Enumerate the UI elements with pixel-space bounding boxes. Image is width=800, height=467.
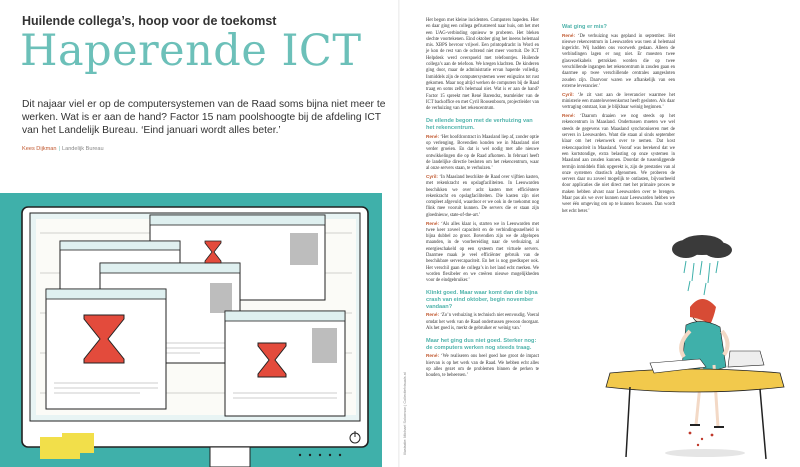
- interview-paragraph: [562, 92, 675, 112]
- interview-paragraph: [426, 312, 539, 332]
- illustration-credit: Illustratie: Michael Solomson | Collectiefvisuals.nl: [403, 372, 407, 455]
- subheading-question: Maar het ging dus niet goed. Sterker nog: de computers werken nog steeds traag.: [426, 338, 537, 351]
- woman-at-desk-illustration: [590, 225, 800, 467]
- speaker-name: René:: [426, 312, 441, 318]
- interview-paragraph: [426, 353, 539, 379]
- interview-paragraph: [562, 33, 675, 91]
- subheading-question: Wat ging er mis?: [562, 24, 607, 30]
- interview-paragraph: [426, 174, 539, 219]
- sticky-note: [62, 433, 94, 453]
- interview-paragraph: [426, 134, 539, 173]
- speaker-name: René:: [426, 133, 441, 139]
- byline-separator: |: [58, 146, 60, 152]
- speaker-name: René:: [562, 113, 581, 119]
- interview-paragraph: [562, 113, 675, 215]
- speaker-name: René:: [426, 353, 442, 359]
- subheading-question: Klinkt goed. Maar waar komt dan die bijna crash van eind oktober, begin november vandaan?: [426, 290, 538, 310]
- body-paragraph: Het begon met kleine incidenten. Computers hapeden. Hier en daar ging een collega gefrustreerd naar huis, om het met een UAG-verbinding opnieuw te proberen. Het bleken slechte voortekenen. Eind oktober ging het ineens helemaal mis. XBPS bevroor vrijwel. Een printopdracht in Word en je kon de rest van de ochtend niet meer voortuit. De ICT Helpdesk werd overspoeld met telefoontjes. Huilende collega’s aan de telefoon. We kregen klachten. De kinderen ging door, maar de administratie ervan haperde volledig. Inmiddels zijn de computersystemen weer enigszins tot rust gekomen. Maar nog altijd werken de computers bij de Raad traag en soms zelfs helemaal niet. Wat is er aan de hand? Factor 15 spreekt met René Barendsz, teamleider van de ICT backoffice en met Cyril Roosenboom, projectleider van de verhuizing van het rekencentrum.: [426, 18, 539, 112]
- desk: [606, 369, 784, 459]
- speaker-text: ‘Je zit vast aan de leverancier waarmee het ministerie een mantelovereenkomst heeft gesloten. Als daar vertraging ontstaat, kun je blijkbaar weinig beginnen.’: [562, 92, 675, 111]
- tear-drops: [689, 432, 714, 447]
- article-column-2: [562, 18, 675, 216]
- page-title: Haperende ICT: [20, 26, 362, 76]
- author-name: Kees Dijkman: [22, 146, 57, 152]
- speaker-name: Cyril:: [426, 173, 440, 179]
- byline: [22, 146, 104, 152]
- laptop: [728, 351, 764, 367]
- speaker-text: ‘Zo’n verhuizing is technisch niet eenvoudig. Voeral omdat het werk van de Raad ondertussen gewoon doorgaat. Als het goed is, merkt de gebruiker er weinig van.’: [426, 313, 539, 331]
- right-page: [400, 0, 800, 467]
- monitor-illustration: [0, 193, 382, 467]
- speaker-text: ‘In Maasland beschikte de Raad over vijftien kasten, met rekenkracht en opslagfaciliteiten. In Leeuwarden beschikken we over acht kasten met efficiëntere rekenkracht en opslagfaciliteiten. Die kasten zijn niet compleet afgevuld, waardoor er we ook in de toekomst nog flink mee vooruit kunnen. De servers die er staan zijn gloednieuw, state-of-the-art.’: [426, 174, 539, 218]
- speaker-text: ‘Het hoofdcontract in Maasland liep af, zonder optie op verlenging. Bovendien konden we in Maasland niet verder groeien. En dat is wel nodig met alle nieuwe ontwikkelingen die op de Raad afkomen. In februari heeft de landelijke directie besloten om het rekencentrum, waar al onze servers staan, te verhuizen.’: [426, 134, 539, 172]
- window-5: [225, 311, 345, 416]
- speaker-name: René:: [426, 220, 442, 226]
- kicker: Huilende collega’s, hoop voor de toekomst: [22, 14, 277, 28]
- rain-cloud-icon: [672, 235, 732, 295]
- speaker-text: ‘Daarom draaien we nog steeds op het rekencentrum in Maasland. Ondertussen moeten we wel steeds de gegevens van Maasland synchroniseren met de servers in Leeuwarden. Want die staan al sinds september klaar om het rekenwerk over te nemen. Dat kost rekencapaciteit in Maasland. Vooraf was berekend dat we een kortstondige, extra belasting op onze systemen in Maasland aan zouden kunnen. Doordat de tussenliggende termijn inmiddels flink opgerekt is, zijn de prestaties van al onze systemen drastisch afgenomen. We proberen de servers daar nu zoveel mogelijk te ontlasten, bijvoorbeeld door applicaties die niet direct met het primaire proces te maken hebben alvast naar Leeuwarden over te brengen. Maar pas als we over kunnen naar Leeuwarden hebben we weer één omgeving om op te kunnen focussen. Dan wordt het echt beter.’: [562, 114, 675, 214]
- author-role: Landelijk Bureau: [61, 146, 104, 152]
- speaker-text: ‘We realiseren ons heel goed hoe groot de impact hiervan is op het werk van de Raad. We hebben echt alles op alles gezet om de problemen binnen de perken te houden, te beheersen.’: [426, 354, 540, 379]
- article-column-1: [426, 18, 539, 381]
- speaker-text: ‘Als alles klaar is, starten we in Leeuwarden met twee keer zoveel capaciteit en de verbindingssnelheid is bijna dubbel zo groot. Bovendien zijn we de afgelopen maanden, in de voorbereiding naar de verhuizing, al energieschakeld op een systeem met virtuele servers. Daarmee maak je veel efficiënter gebruik van de beschikbare servercapaciteit. En het is nog goedkoper ook. Het verschil gaan de collega’s in het land echt merken. We worden flexibeler en we creëren nieuwe mogelijkheden voor de eindgebruiker.’: [426, 221, 539, 284]
- speaker-name: René:: [562, 32, 579, 38]
- speaker-text: ‘De verhuizing was gepland in september. Het nieuwe rekencentrum in Leeuwarden was toen al helemaal ingericht. Wij hadden ons voorwerk gedaan. Alleen de verbindingen lagen er nog niet. Er moesten twee glasvezelkabels getrokken worden die op twee verschillende ingangen het rekencentrum in zouden gaan en daarmee op twee verschillende centrales aangesloten zouden zijn. Daarvoor waren we afhankelijk van een externe leverancier.’: [562, 33, 676, 89]
- speaker-name: Cyril:: [562, 91, 578, 97]
- intro-paragraph: Dit najaar viel er op de computersystemen van de Raad soms bijna niet meer te werken. Wat is er aan de hand? Factor 15 nam poolshoogte bij de afdeling ICT van het Landelijk Bureau. ‘Eind januari wordt alles beter.’: [22, 99, 386, 137]
- subheading-question: De ellende begon met de verhuizing van het rekencentrum.: [426, 118, 533, 132]
- interview-paragraph: [426, 221, 539, 285]
